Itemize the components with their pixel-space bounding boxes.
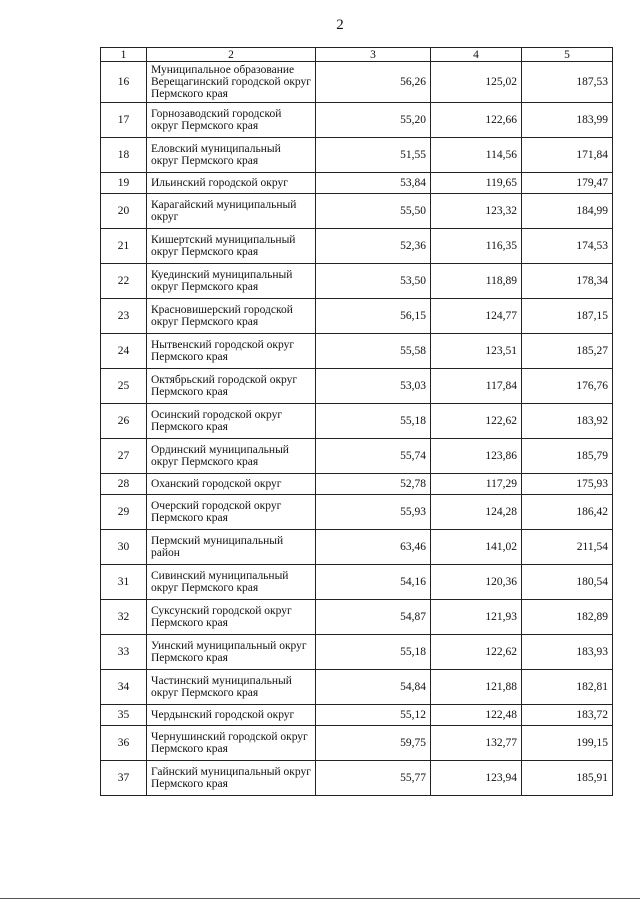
municipality-name: Еловский муниципальный округ Пермского края (147, 138, 316, 173)
value-col-4: 123,86 (431, 439, 522, 474)
table-row (101, 600, 613, 635)
value-col-4: 122,48 (431, 705, 522, 726)
row-number: 24 (101, 334, 147, 369)
value-col-5: 183,92 (522, 404, 613, 439)
value-col-4: 124,28 (431, 495, 522, 530)
row-number: 19 (101, 173, 147, 194)
municipality-name: Нытвенский городской округ Пермского края (147, 334, 316, 369)
row-number: 27 (101, 439, 147, 474)
value-col-5: 179,47 (522, 173, 613, 194)
value-col-3: 55,18 (316, 404, 431, 439)
row-number: 36 (101, 726, 147, 761)
value-col-3: 55,74 (316, 439, 431, 474)
value-col-4: 122,62 (431, 404, 522, 439)
value-col-3: 55,12 (316, 705, 431, 726)
table-header-row (101, 48, 613, 62)
table-row (101, 495, 613, 530)
table-row (101, 194, 613, 229)
value-col-3: 55,50 (316, 194, 431, 229)
value-col-3: 55,58 (316, 334, 431, 369)
row-number: 18 (101, 138, 147, 173)
value-col-3: 54,16 (316, 565, 431, 600)
value-col-4: 121,93 (431, 600, 522, 635)
value-col-4: 117,29 (431, 474, 522, 495)
value-col-4: 122,66 (431, 103, 522, 138)
municipality-name: Муниципальное образование Верещагинский городской округ Пермского края (147, 62, 316, 103)
table-row (101, 173, 613, 194)
table-row (101, 264, 613, 299)
value-col-5: 182,89 (522, 600, 613, 635)
value-col-4: 123,94 (431, 761, 522, 796)
column-header-5: 5 (522, 48, 613, 62)
value-col-5: 171,84 (522, 138, 613, 173)
table-row (101, 369, 613, 404)
value-col-5: 180,54 (522, 565, 613, 600)
value-col-4: 132,77 (431, 726, 522, 761)
municipality-name: Очерский городской округ Пермского края (147, 495, 316, 530)
table-row (101, 62, 613, 103)
value-col-3: 53,84 (316, 173, 431, 194)
table-row (101, 103, 613, 138)
value-col-4: 141,02 (431, 530, 522, 565)
municipality-name: Чернушинский городской округ Пермского края (147, 726, 316, 761)
value-col-3: 53,50 (316, 264, 431, 299)
value-col-3: 54,87 (316, 600, 431, 635)
table-row (101, 761, 613, 796)
table-row (101, 404, 613, 439)
value-col-3: 55,93 (316, 495, 431, 530)
column-header-2: 2 (147, 48, 316, 62)
row-number: 28 (101, 474, 147, 495)
municipality-name: Суксунский городской округ Пермского края (147, 600, 316, 635)
row-number: 30 (101, 530, 147, 565)
column-header-4: 4 (431, 48, 522, 62)
value-col-4: 114,56 (431, 138, 522, 173)
value-col-4: 119,65 (431, 173, 522, 194)
value-col-5: 187,53 (522, 62, 613, 103)
table-row (101, 138, 613, 173)
value-col-5: 176,76 (522, 369, 613, 404)
data-table (100, 47, 613, 796)
value-col-4: 116,35 (431, 229, 522, 264)
value-col-5: 183,93 (522, 635, 613, 670)
table-row (101, 670, 613, 705)
value-col-4: 122,62 (431, 635, 522, 670)
municipality-name: Кишертский муниципальный округ Пермского края (147, 229, 316, 264)
municipality-name: Частинский муниципальный округ Пермского края (147, 670, 316, 705)
column-header-3: 3 (316, 48, 431, 62)
value-col-4: 117,84 (431, 369, 522, 404)
page-number: 2 (336, 17, 344, 33)
table-body (101, 62, 613, 796)
value-col-3: 54,84 (316, 670, 431, 705)
row-number: 33 (101, 635, 147, 670)
row-number: 31 (101, 565, 147, 600)
table-row (101, 334, 613, 369)
column-header-1: 1 (101, 48, 147, 62)
value-col-5: 182,81 (522, 670, 613, 705)
row-number: 26 (101, 404, 147, 439)
value-col-3: 55,77 (316, 761, 431, 796)
value-col-4: 120,36 (431, 565, 522, 600)
value-col-3: 52,36 (316, 229, 431, 264)
value-col-5: 184,99 (522, 194, 613, 229)
table-row (101, 530, 613, 565)
value-col-5: 199,15 (522, 726, 613, 761)
value-col-3: 59,75 (316, 726, 431, 761)
table-row (101, 635, 613, 670)
row-number: 21 (101, 229, 147, 264)
table-row (101, 565, 613, 600)
value-col-5: 183,72 (522, 705, 613, 726)
table-row (101, 726, 613, 761)
row-number: 23 (101, 299, 147, 334)
row-number: 20 (101, 194, 147, 229)
row-number: 17 (101, 103, 147, 138)
value-col-3: 56,26 (316, 62, 431, 103)
value-col-4: 118,89 (431, 264, 522, 299)
table-row (101, 299, 613, 334)
municipality-name: Куединский муниципальный округ Пермского края (147, 264, 316, 299)
municipality-name: Уинский муниципальный округ Пермского края (147, 635, 316, 670)
value-col-3: 55,20 (316, 103, 431, 138)
row-number: 34 (101, 670, 147, 705)
table-row (101, 439, 613, 474)
row-number: 29 (101, 495, 147, 530)
municipality-name: Карагайский муниципальный округ (147, 194, 316, 229)
value-col-5: 175,93 (522, 474, 613, 495)
value-col-5: 185,91 (522, 761, 613, 796)
value-col-3: 53,03 (316, 369, 431, 404)
value-col-5: 185,79 (522, 439, 613, 474)
value-col-5: 178,34 (522, 264, 613, 299)
row-number: 37 (101, 761, 147, 796)
value-col-3: 56,15 (316, 299, 431, 334)
municipality-name: Горнозаводский городской округ Пермского края (147, 103, 316, 138)
value-col-3: 51,55 (316, 138, 431, 173)
value-col-3: 55,18 (316, 635, 431, 670)
table-row (101, 705, 613, 726)
municipality-name: Оханский городской округ (147, 474, 316, 495)
value-col-4: 123,51 (431, 334, 522, 369)
value-col-3: 52,78 (316, 474, 431, 495)
value-col-4: 125,02 (431, 62, 522, 103)
value-col-5: 186,42 (522, 495, 613, 530)
bottom-divider (0, 898, 640, 899)
row-number: 35 (101, 705, 147, 726)
value-col-5: 185,27 (522, 334, 613, 369)
municipality-name: Октябрьский городской округ Пермского края (147, 369, 316, 404)
table-row (101, 229, 613, 264)
row-number: 16 (101, 62, 147, 103)
value-col-5: 174,53 (522, 229, 613, 264)
value-col-4: 123,32 (431, 194, 522, 229)
value-col-5: 187,15 (522, 299, 613, 334)
row-number: 32 (101, 600, 147, 635)
value-col-5: 183,99 (522, 103, 613, 138)
table-row (101, 474, 613, 495)
municipality-name: Осинский городской округ Пермского края (147, 404, 316, 439)
value-col-5: 211,54 (522, 530, 613, 565)
municipality-name: Ординский муниципальный округ Пермского края (147, 439, 316, 474)
municipality-name: Красновишерский городской округ Пермского края (147, 299, 316, 334)
row-number: 22 (101, 264, 147, 299)
municipality-name: Гайнский муниципальный округ Пермского края (147, 761, 316, 796)
municipality-name: Чердынский городской округ (147, 705, 316, 726)
municipality-name: Ильинский городской округ (147, 173, 316, 194)
value-col-4: 124,77 (431, 299, 522, 334)
value-col-3: 63,46 (316, 530, 431, 565)
value-col-4: 121,88 (431, 670, 522, 705)
row-number: 25 (101, 369, 147, 404)
municipality-name: Пермский муниципальный район (147, 530, 316, 565)
municipality-name: Сивинский муниципальный округ Пермского края (147, 565, 316, 600)
